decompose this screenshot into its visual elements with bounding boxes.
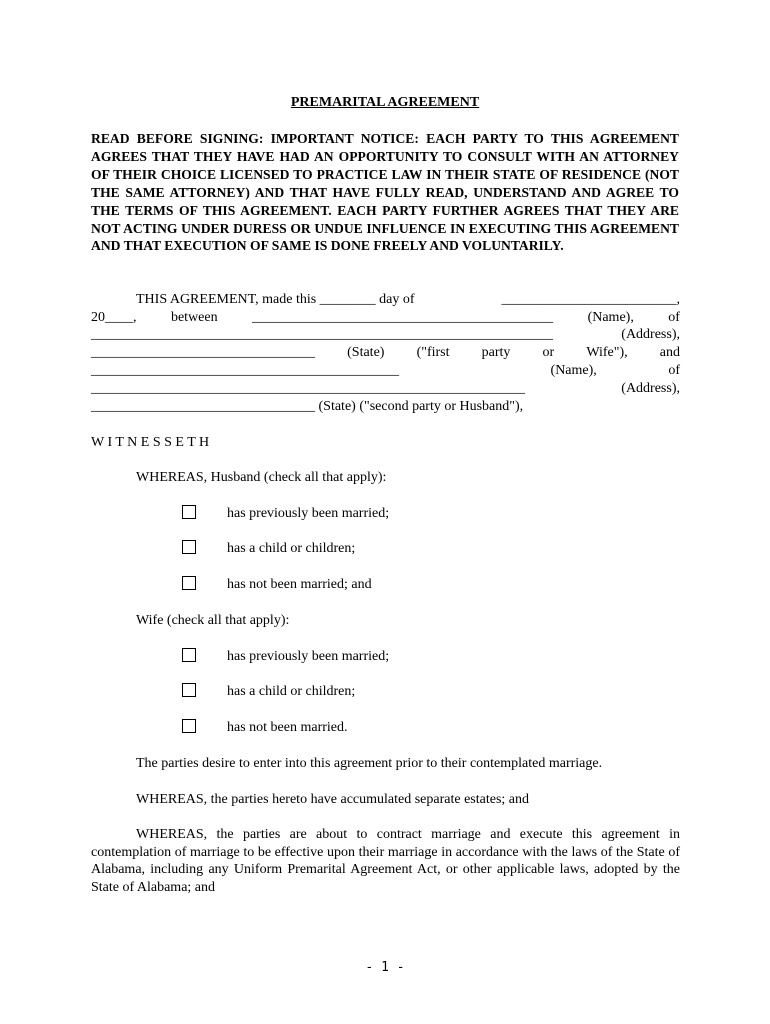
husband-previously-married-checkbox[interactable] xyxy=(182,505,196,519)
husband-option-label: has not been married; and xyxy=(227,577,372,592)
husband-child-checkbox[interactable] xyxy=(182,540,196,554)
first-party-address-blank[interactable]: __________________________________________________________________ xyxy=(91,327,553,342)
agreement-line-6 xyxy=(91,380,680,397)
first-party-text: ("first xyxy=(416,345,450,360)
state-label: (State) xyxy=(347,345,385,360)
husband-heading: WHEREAS, Husband (check all that apply): xyxy=(136,470,387,485)
wife-option-label: has a child or children; xyxy=(227,684,356,699)
estates-paragraph: WHEREAS, the parties hereto have accumulated separate estates; and xyxy=(136,792,530,807)
second-party-state-line[interactable]: ________________________________ (State) ("second party or Husband"), xyxy=(91,399,524,414)
first-party-name-blank[interactable]: ___________________________________________ xyxy=(252,310,554,325)
desire-paragraph: The parties desire to enter into this agreement prior to their contemplated marriage. xyxy=(136,756,603,771)
wife-child-checkbox[interactable] xyxy=(182,683,196,697)
month-blank[interactable]: _________________________, xyxy=(501,292,680,307)
wife-option-label: has not been married. xyxy=(227,720,348,735)
second-party-name-blank[interactable]: ____________________________________________ xyxy=(91,363,399,378)
husband-option-label: has a child or children; xyxy=(227,541,356,556)
address-label: (Address), xyxy=(621,327,680,342)
agreement-line-4 xyxy=(91,344,680,361)
wife-not-married-checkbox[interactable] xyxy=(182,719,196,733)
name-label: (Name), xyxy=(587,310,634,325)
agreement-date-text: THIS AGREEMENT, made this ________ day of xyxy=(136,292,415,307)
husband-option-label: has previously been married; xyxy=(227,506,390,521)
wife-option-label: has previously been married; xyxy=(227,649,390,664)
agreement-line-1 xyxy=(91,291,680,308)
name-label-2: (Name), xyxy=(550,363,597,378)
wife-previously-married-checkbox[interactable] xyxy=(182,648,196,662)
agreement-line-5 xyxy=(91,362,680,379)
contract-paragraph: WHEREAS, the parties are about to contract marriage and execute this agreement in contemplation of marriage to be effective upon their marriage in accordance with the laws of the State of Alabama, including any Uniform Premarital Agreement Act, or other applicable laws, adopted by the State of Alabama; and xyxy=(91,827,680,895)
of-label-2: of xyxy=(668,363,680,378)
year-blank[interactable]: 20____, xyxy=(91,310,137,325)
or-text: or xyxy=(542,345,555,360)
between-label: between xyxy=(170,310,218,325)
first-party-state-blank[interactable]: ________________________________ xyxy=(91,345,315,360)
of-label: of xyxy=(668,310,680,325)
husband-not-married-checkbox[interactable] xyxy=(182,576,196,590)
address-label-2: (Address), xyxy=(621,381,680,396)
wife-heading: Wife (check all that apply): xyxy=(136,613,290,628)
witnesseth-heading: W I T N E S S E T H xyxy=(91,435,210,450)
agreement-line-2 xyxy=(91,309,680,326)
important-notice: READ BEFORE SIGNING: IMPORTANT NOTICE: EACH PARTY TO THIS AGREEMENT AGREES THAT THEY HAVE HAD AN OPPORTUNITY TO CONSULT WITH AN ATTORNEY OF THEIR CHOICE LICENSED TO PRACTICE LAW IN THEIR STATE OF RESIDENCE (NOT THE SAME ATTORNEY) AND THAT HAVE FULLY READ, UNDERSTAND AND AGREE TO THE TERMS OF THIS AGREEMENT. EACH PARTY FURTHER AGREES THAT THEY ARE NOT ACTING UNDER DURESS OR UNDUE INFLUENCE IN EXECUTING THIS AGREEMENT AND THAT EXECUTION OF SAME IS DONE FREELY AND VOLUNTARILY. xyxy=(91,131,679,254)
party-text: party xyxy=(481,345,511,360)
agreement-line-3 xyxy=(91,326,680,343)
wife-text: Wife"), xyxy=(586,345,628,360)
second-party-address-blank[interactable]: ______________________________________________________________ xyxy=(91,381,525,396)
document-title: PREMARITAL AGREEMENT xyxy=(290,95,480,110)
and-text: and xyxy=(659,345,680,360)
page-number: - 1 - xyxy=(365,960,405,975)
